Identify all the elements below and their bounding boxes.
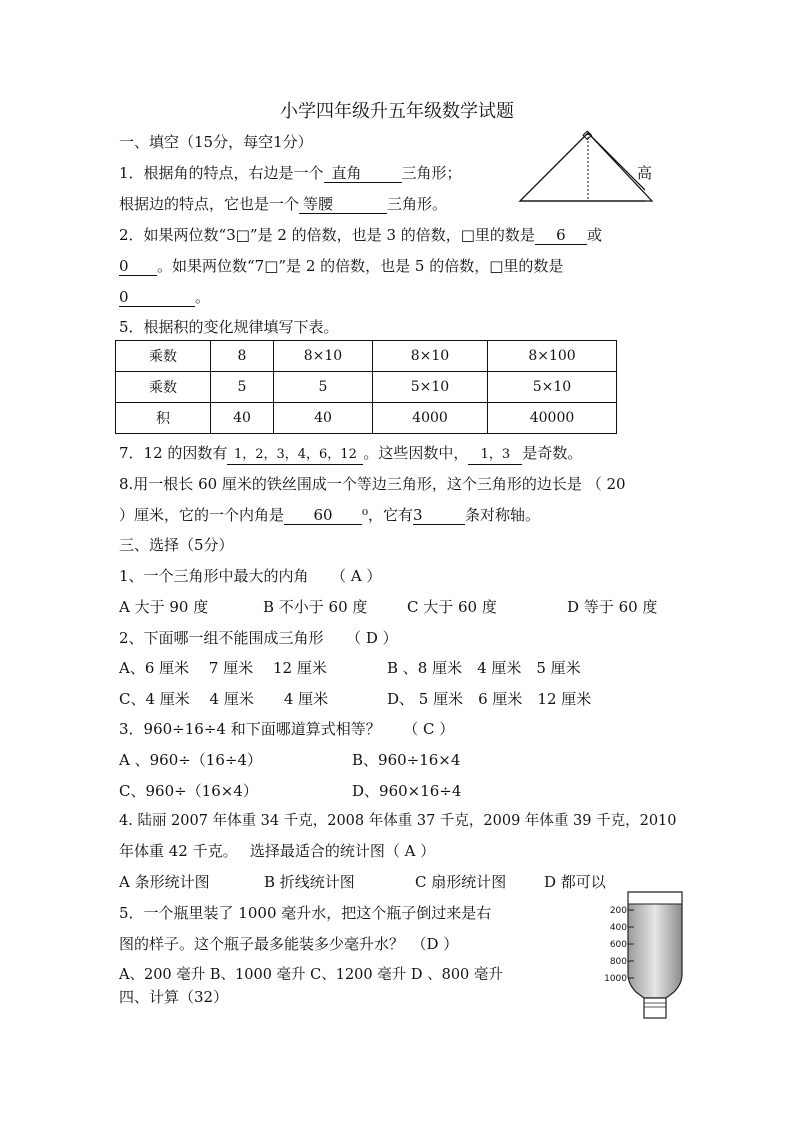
q2-answer-1: 6 xyxy=(535,226,587,245)
q8-text-b: ⁰，它有 xyxy=(362,506,414,524)
table-cell: 5 xyxy=(211,372,274,403)
question-8-line-1: 8.用一根长 60 厘米的铁丝围成一个等边三角形，这个三角形的边长是 （ 20 xyxy=(119,475,626,493)
option-c: C、4 厘米 4 厘米 4 厘米 xyxy=(119,690,329,708)
option-c: C、960÷（16×4） xyxy=(119,782,258,800)
question-2-line-1 xyxy=(119,225,602,245)
scale-label: 1000 xyxy=(604,974,627,984)
option-d: D 等于 60 度 xyxy=(567,598,658,616)
q1-text-b: 三角形； xyxy=(401,164,462,182)
table-cell: 40000 xyxy=(488,403,617,434)
option-a: A 大于 90 度 xyxy=(119,598,209,616)
choice-4-line-1: 4. 陆丽 2007 年体重 34 千克，2008 年体重 37 千克，2009 年体重 39 千克，2010 xyxy=(119,813,677,829)
option-d: D 都可以 xyxy=(544,873,606,891)
q7-text-a: 7．12 的因数有 xyxy=(119,444,228,462)
table-cell: 8×10 xyxy=(274,341,373,372)
q7-answer-2: 1，3 xyxy=(468,446,522,465)
choice-5-line-3: A、200 毫升 B、1000 毫升 C、1200 毫升 D 、800 毫升 xyxy=(119,967,503,983)
q7-text-c: 是奇数。 xyxy=(522,444,583,462)
scale-label: 800 xyxy=(609,957,627,967)
table-cell: 乘数 xyxy=(116,341,211,372)
q8-text-c: 条对称轴。 xyxy=(465,506,541,524)
q8-text-a: ）厘米，它的一个内角是 xyxy=(119,506,285,524)
q2-text-d: 。 xyxy=(195,288,211,306)
choice-5-line-1: 5．一个瓶里装了 1000 毫升水，把这个瓶子倒过来是右 xyxy=(119,904,492,922)
bottle-figure xyxy=(598,888,690,1024)
q8-answer-1: 60 xyxy=(284,506,362,525)
table-row xyxy=(116,403,617,434)
option-a: A 、960÷（16÷4） xyxy=(119,751,262,769)
choice-4-line-2: 年体重 42 千克。 选择最适合的统计图（ A ） xyxy=(119,842,436,860)
table-cell: 40 xyxy=(274,403,373,434)
question-1-line-2 xyxy=(119,194,447,214)
q2-text-c: 。如果两位数“7□”是 2 的倍数，也是 5 的倍数，□里的数是 xyxy=(157,257,564,275)
question-1-line-1 xyxy=(119,163,462,183)
question-7 xyxy=(119,443,582,465)
question-5-text: 5．根据积的变化规律填写下表。 xyxy=(119,318,339,336)
option-c: C 扇形统计图 xyxy=(415,873,507,891)
table-cell: 5×10 xyxy=(373,372,488,403)
option-c: C 大于 60 度 xyxy=(407,598,497,616)
question-2-line-3 xyxy=(119,287,210,307)
q7-answer-1: 1，2，3，4，6，12 xyxy=(227,446,363,465)
option-d: D、 5 厘米 6 厘米 12 厘米 xyxy=(387,690,592,708)
table-cell: 4000 xyxy=(373,403,488,434)
q2-text-b: 或 xyxy=(586,226,602,244)
water-fill xyxy=(628,904,682,998)
q2-answer-3: 0 xyxy=(119,288,195,307)
q1-answer-1: 直角 xyxy=(324,164,402,183)
q1-text-d: 三角形。 xyxy=(387,195,448,213)
triangle-outline xyxy=(515,128,655,204)
table-cell: 40 xyxy=(211,403,274,434)
table-cell: 5 xyxy=(274,372,373,403)
table-row xyxy=(116,372,617,403)
table-cell: 积 xyxy=(116,403,211,434)
q2-answer-2: 0 xyxy=(119,257,157,276)
table-cell: 5×10 xyxy=(488,372,617,403)
option-a: A、6 厘米 7 厘米 12 厘米 xyxy=(119,659,327,677)
section-heading-fill: 一、填空（15分，每空1分） xyxy=(119,133,313,151)
section-heading-calc: 四、计算（32） xyxy=(119,988,229,1006)
choice-1-stem: 1、一个三角形中最大的内角 （ A ） xyxy=(119,567,382,585)
question-8-line-2 xyxy=(119,505,540,525)
q2-text-a: 2．如果两位数“3□”是 2 的倍数，也是 3 的倍数，□里的数是 xyxy=(119,226,535,244)
question-2-line-2 xyxy=(119,256,563,276)
choice-2-stem: 2、下面哪一组不能围成三角形 （ D ） xyxy=(119,629,398,647)
choice-3-stem: 3．960÷16÷4 和下面哪道算式相等？ （ C ） xyxy=(119,720,455,738)
q8-answer-2: 3 xyxy=(413,506,465,525)
table-cell: 8×10 xyxy=(373,341,488,372)
table-cell: 乘数 xyxy=(116,372,211,403)
scale-label: 200 xyxy=(609,906,627,916)
table-cell: 8 xyxy=(211,341,274,372)
page-title: 小学四年级升五年级数学试题 xyxy=(280,101,514,122)
table-row xyxy=(116,341,617,372)
table-cell: 8×100 xyxy=(488,341,617,372)
scale-label: 400 xyxy=(609,923,627,933)
option-b: B、960÷16×4 xyxy=(352,751,461,769)
section-heading-choice: 三、选择（5分） xyxy=(119,536,234,554)
q1-answer-2: 等腰 xyxy=(299,195,387,214)
scale-label: 600 xyxy=(609,940,627,950)
option-a: A 条形统计图 xyxy=(119,873,210,891)
product-table xyxy=(115,340,617,434)
option-b: B 、8 厘米 4 厘米 5 厘米 xyxy=(387,659,581,677)
choice-5-line-2: 图的样子。这个瓶子最多能装多少毫升水？ （D ） xyxy=(119,935,459,953)
bottle-cap xyxy=(644,998,666,1018)
q1-text-a: 1．根据角的特点，右边是一个 xyxy=(119,164,324,182)
option-d: D、960×16÷4 xyxy=(352,782,462,800)
q7-text-b: 。这些因数中， xyxy=(363,444,469,462)
option-b: B 折线统计图 xyxy=(264,873,355,891)
q1-text-c: 根据边的特点，它也是一个 xyxy=(119,195,300,213)
height-label: 高 xyxy=(637,164,653,182)
option-b: B 不小于 60 度 xyxy=(263,598,368,616)
